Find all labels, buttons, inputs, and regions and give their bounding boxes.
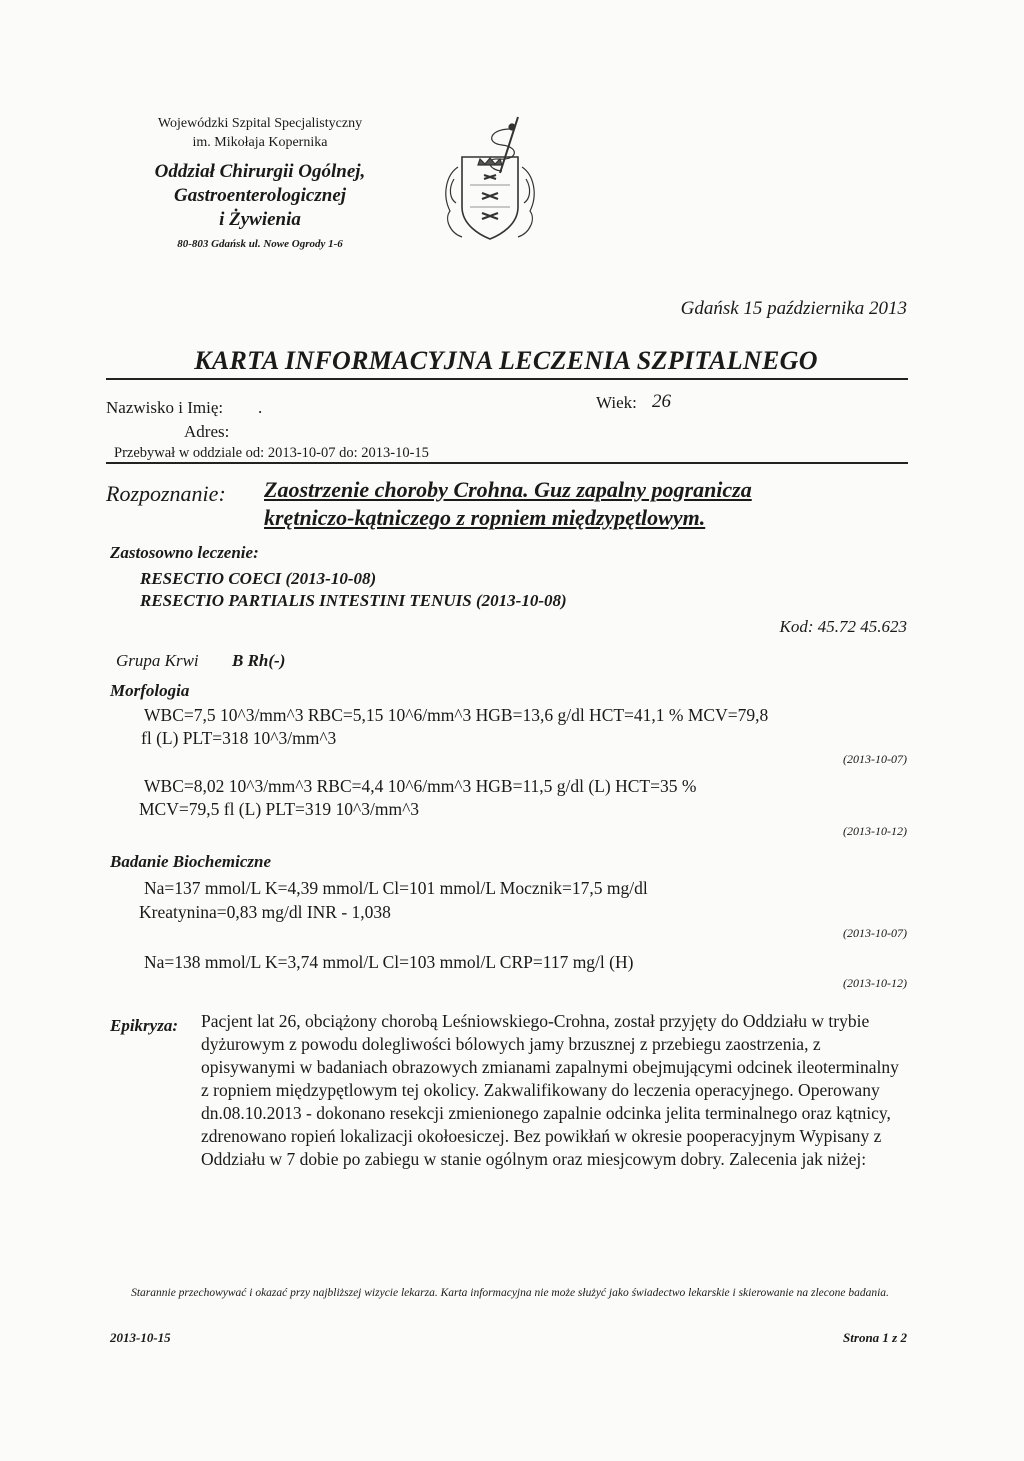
hospital-address: 80-803 Gdańsk ul. Nowe Ogrody 1-6 <box>177 238 343 250</box>
patient-age-label: Wiek: <box>596 393 637 412</box>
morphology-result-line: MCV=79,5 fl (L) PLT=319 10^3/mm^3 <box>139 799 420 819</box>
hospital-patron: im. Mikołaja Kopernika <box>192 135 328 150</box>
footer-date: 2013-10-15 <box>110 1330 171 1345</box>
patient-address-label: Adres: <box>184 422 230 441</box>
morphology-result-line: fl (L) PLT=318 10^3/mm^3 <box>141 728 337 748</box>
epicrisis-text: Pacjent lat 26, obciążony chorobą Leśniowskiego-Crohna, został przyjęty do Oddziału w trybie dyżurowym z powodu dolegliwości bólowych jamy brzusznej z przebiegu zaostrzenia, z opisywanymi w badaniach obrazowych zmianami zapalnymi obejmującymi odcinek ileoterminalny z ropniem międzypętlowym tej okolicy. Zakwalifikowany do leczenia operacyjnego. Operowany dn.08.10.2013 - dokonano resekcji zmienionego zapalnie odcinka jelita terminalnego oraz kątnicy, zdrenowano ropień lokalizacji okołoesiczej. Bez powikłań w okresie pooperacyjnym Wypisany z Oddziału w 7 dobie po zabiegu w stanie ogólnym oraz miesjcowym dobry. Zalecenia jak niżej: <box>201 1011 899 1169</box>
result-date: (2013-10-12) <box>843 976 907 990</box>
footer-note: Starannie przechowywać i okazać przy najbliższej wizycie lekarza. Karta informacyjna nie może służyć jako świadectwo lekarskie i skierowanie na zlecone badania. <box>131 1287 889 1299</box>
patient-name-value: . <box>258 398 263 417</box>
patient-name-label: Nazwisko i Imię: <box>106 398 224 417</box>
stay-period: Przebywał w oddziale od: 2013-10-07 do: 2013-10-15 <box>114 445 429 461</box>
hospital-name: Wojewódzki Szpital Specjalistyczny <box>157 116 363 131</box>
title-rule <box>106 378 908 380</box>
department-name <box>110 160 410 232</box>
biochemistry-result-line: Na=137 mmol/L K=4,39 mmol/L Cl=101 mmol/L Mocznik=17,5 mg/dl <box>144 878 648 898</box>
epicrisis-label: Epikryza: <box>110 1016 178 1035</box>
diagnosis-text <box>264 476 864 532</box>
result-date: (2013-10-07) <box>843 752 907 766</box>
page-number: Strona 1 z 2 <box>843 1330 907 1345</box>
biochemistry-result-line: Na=138 mmol/L K=3,74 mmol/L Cl=103 mmol/L CRP=117 mg/l (H) <box>144 952 634 972</box>
blood-group-label: Grupa Krwi <box>116 651 199 670</box>
morphology-label: Morfologia <box>110 681 190 700</box>
diagnosis-line-2: krętniczo-kątniczego z ropniem międzypętlowym. <box>264 505 706 530</box>
department-line-1: Oddział Chirurgii Ogólnej, <box>154 161 366 182</box>
department-line-3: i Żywienia <box>219 209 301 230</box>
procedure-codes: Kod: 45.72 45.623 <box>779 617 907 636</box>
procedure-item: RESECTIO COECI (2013-10-08) <box>140 569 377 588</box>
biochemistry-result-line: Kreatynina=0,83 mg/dl INR - 1,038 <box>139 902 391 922</box>
department-line-2: Gastroenterologicznej <box>173 185 347 206</box>
patient-rule <box>106 462 908 464</box>
diagnosis-line-1: Zaostrzenie choroby Crohna. Guz zapalny pogranicza <box>264 477 752 502</box>
morphology-result-line: WBC=8,02 10^3/mm^3 RBC=4,4 10^6/mm^3 HGB=11,5 g/dl (L) HCT=35 % <box>144 776 697 796</box>
biochemistry-label: Badanie Biochemiczne <box>110 852 272 871</box>
blood-group-value: B Rh(-) <box>232 651 286 670</box>
diagnosis-label: Rozpoznanie: <box>106 481 226 506</box>
treatment-label: Zastosowno leczenie: <box>110 543 259 562</box>
gdansk-coat-of-arms-icon <box>440 115 540 245</box>
morphology-result-line: WBC=7,5 10^3/mm^3 RBC=5,15 10^6/mm^3 HGB=13,6 g/dl HCT=41,1 % MCV=79,8 <box>144 705 769 725</box>
place-date: Gdańsk 15 października 2013 <box>680 298 907 319</box>
document-title: KARTA INFORMACYJNA LECZENIA SZPITALNEGO <box>194 346 818 375</box>
patient-age-value: 26 <box>652 391 671 412</box>
procedure-item: RESECTIO PARTIALIS INTESTINI TENUIS (2013-10-08) <box>140 591 567 610</box>
result-date: (2013-10-12) <box>843 824 907 838</box>
result-date: (2013-10-07) <box>843 926 907 940</box>
